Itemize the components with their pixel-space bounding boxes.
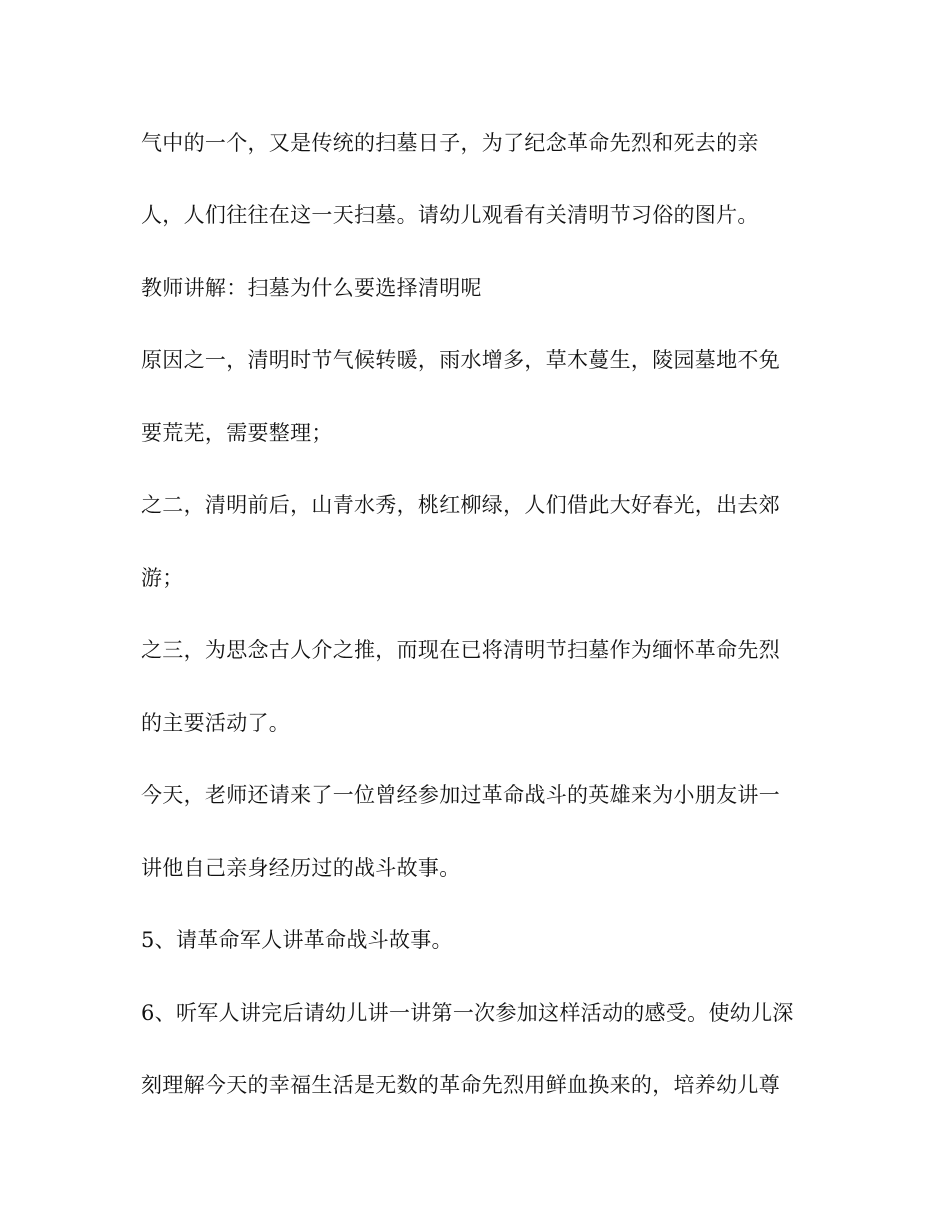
text-line-12: 5、请革命军人讲革命战斗故事。 [141,928,453,952]
text-line-13: 6、听军人讲完后请幼儿讲一讲第一次参加这样活动的感受。使幼儿深 [141,1001,794,1025]
text-line-9: 的主要活动了。 [141,711,291,735]
text-line-1: 气中的一个，又是传统的扫墓日子，为了纪念革命先烈和死去的亲 [141,131,759,155]
text-line-3: 教师讲解：扫墓为什么要选择清明呢 [141,276,482,300]
text-line-5: 要荒芜，需要整理； [141,421,333,445]
text-line-8: 之三，为思念古人介之推，而现在已将清明节扫墓作为缅怀革命先烈 [141,638,780,662]
text-line-2: 人，人们往往在这一天扫墓。请幼儿观看有关清明节习俗的图片。 [141,203,759,227]
text-line-6: 之二，清明前后，山青水秀，桃红柳绿，人们借此大好春光，出去郊 [141,493,780,517]
text-line-4: 原因之一，清明时节气候转暖，雨水增多，草木蔓生，陵园墓地不免 [141,348,780,372]
text-line-10: 今天，老师还请来了一位曾经参加过革命战斗的英雄来为小朋友讲一 [141,783,780,807]
text-line-14: 刻理解今天的幸福生活是无数的革命先烈用鲜血换来的，培养幼儿尊 [141,1073,780,1097]
text-line-7: 游； [141,566,184,590]
text-line-11: 讲他自己亲身经历过的战斗故事。 [141,856,461,880]
